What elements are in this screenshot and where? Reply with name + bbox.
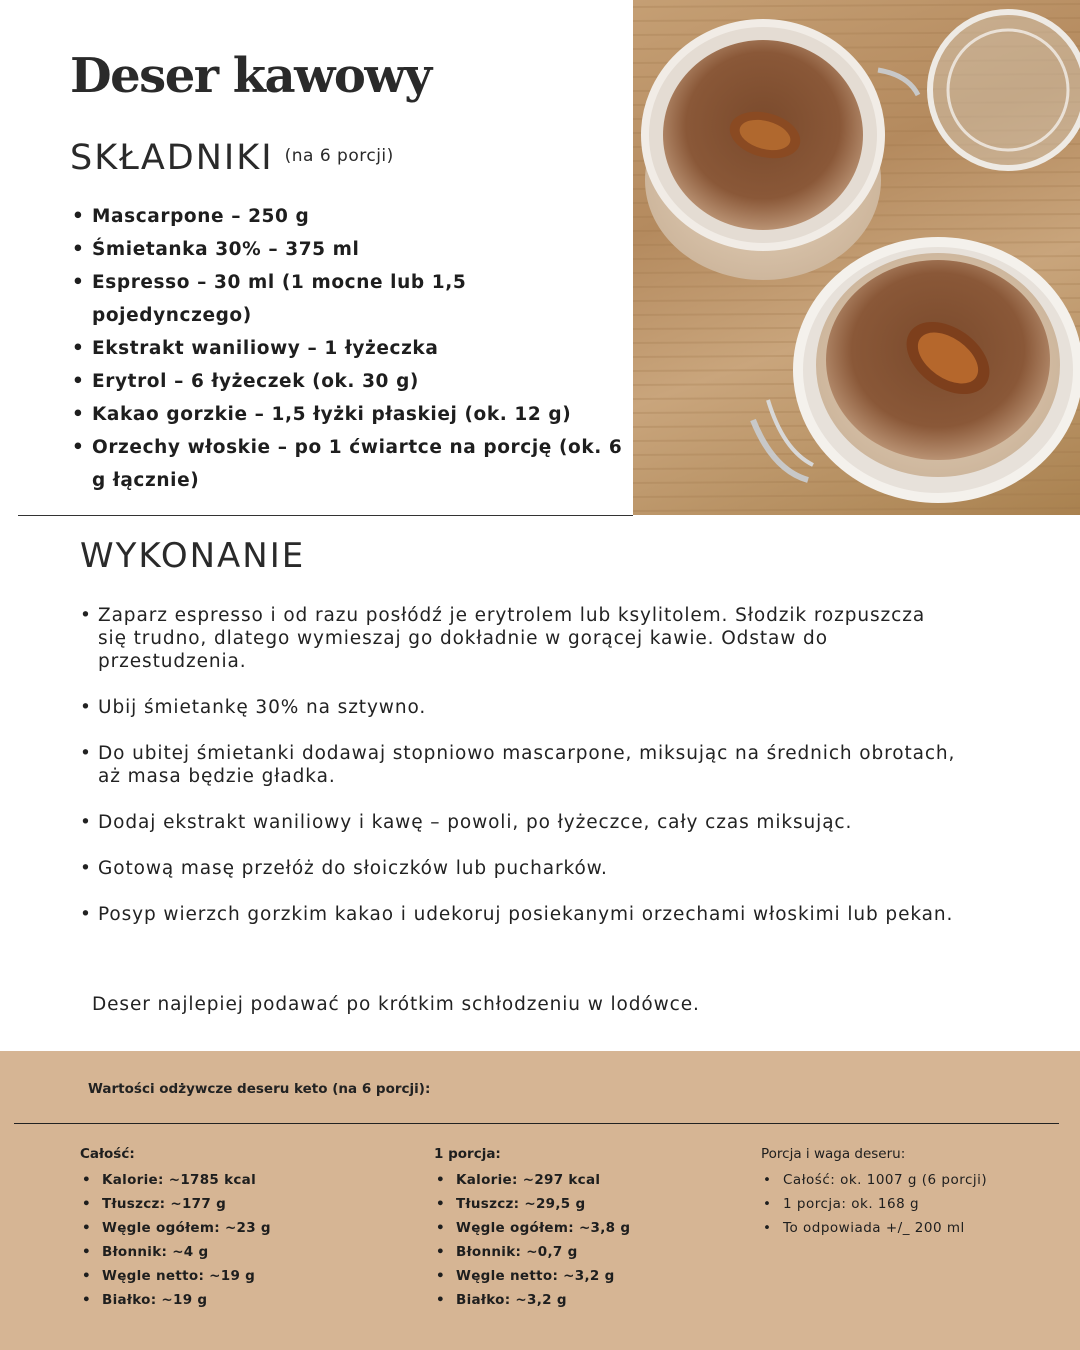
nutrition-total-heading: Całość: <box>80 1146 135 1162</box>
nutrition-item: • Tłuszcz: ~177 g <box>80 1192 271 1216</box>
serving-note: Deser najlepiej podawać po krótkim schłodzeniu w lodówce. <box>92 994 700 1015</box>
ingredients-heading-group <box>70 138 394 178</box>
nutrition-item: • 1 porcja: ok. 168 g <box>761 1192 987 1216</box>
dessert-jars-photo <box>633 0 1080 515</box>
nutrition-portion-heading: 1 porcja: <box>434 1146 501 1162</box>
nutrition-portion-list <box>434 1168 630 1312</box>
method-step: • Dodaj ekstrakt waniliowy i kawę – powoli, po łyżeczce, cały czas miksując. <box>78 811 958 834</box>
ingredient-item: • Ekstrakt waniliowy – 1 łyżeczka <box>70 332 630 365</box>
nutrition-item: • Węgle ogółem: ~23 g <box>80 1216 271 1240</box>
method-heading: WYKONANIE <box>80 536 306 576</box>
nutrition-item: • Błonnik: ~0,7 g <box>434 1240 630 1264</box>
nutrition-item: • Białko: ~19 g <box>80 1288 271 1312</box>
ingredient-item: • Erytrol – 6 łyżeczek (ok. 30 g) <box>70 365 630 398</box>
ingredients-heading: SKŁADNIKI <box>70 138 274 178</box>
nutrition-panel <box>0 1051 1080 1350</box>
nutrition-weight-list <box>761 1168 987 1240</box>
nutrition-item: • Węgle netto: ~19 g <box>80 1264 271 1288</box>
ingredient-item: • Orzechy włoskie – po 1 ćwiartce na porcję (ok. 6 g łącznie) <box>70 431 630 497</box>
method-step: • Gotową masę przełóż do słoiczków lub pucharków. <box>78 857 958 880</box>
ingredient-item: • Espresso – 30 ml (1 mocne lub 1,5 pojedynczego) <box>70 266 630 332</box>
ingredient-item: • Mascarpone – 250 g <box>70 200 630 233</box>
nutrition-item: • To odpowiada +/_ 200 ml <box>761 1216 987 1240</box>
nutrition-divider <box>14 1123 1059 1124</box>
method-step: • Do ubitej śmietanki dodawaj stopniowo mascarpone, miksując na średnich obrotach, aż masa będzie gładka. <box>78 742 958 788</box>
method-step: • Posyp wierzch gorzkim kakao i udekoruj posiekanymi orzechami włoskimi lub pekan. <box>78 903 958 926</box>
nutrition-item: • Węgle netto: ~3,2 g <box>434 1264 630 1288</box>
nutrition-weight-column <box>761 1146 987 1240</box>
nutrition-item: • Błonnik: ~4 g <box>80 1240 271 1264</box>
nutrition-item: • Węgle ogółem: ~3,8 g <box>434 1216 630 1240</box>
nutrition-item: • Białko: ~3,2 g <box>434 1288 630 1312</box>
ingredients-servings: (na 6 porcji) <box>284 146 394 166</box>
nutrition-total-column <box>80 1146 271 1312</box>
nutrition-item: • Kalorie: ~1785 kcal <box>80 1168 271 1192</box>
nutrition-item: • Kalorie: ~297 kcal <box>434 1168 630 1192</box>
method-step: • Zaparz espresso i od razu posłódź je erytrolem lub ksylitolem. Słodzik rozpuszcza się trudno, dlatego wymieszaj go dokładnie w gorącej kawie. Odstaw do przestudzenia. <box>78 604 958 673</box>
method-step: • Ubij śmietankę 30% na sztywno. <box>78 696 958 719</box>
recipe-title: Deser kawowy <box>70 48 431 104</box>
ingredients-list <box>70 200 630 497</box>
nutrition-weight-heading: Porcja i waga deseru: <box>761 1146 906 1162</box>
dessert-jars-illustration <box>633 0 1080 515</box>
nutrition-item: • Tłuszcz: ~29,5 g <box>434 1192 630 1216</box>
method-steps-list <box>78 604 958 949</box>
nutrition-portion-column <box>434 1146 630 1312</box>
nutrition-item: • Całość: ok. 1007 g (6 porcji) <box>761 1168 987 1192</box>
ingredient-item: • Kakao gorzkie – 1,5 łyżki płaskiej (ok. 12 g) <box>70 398 630 431</box>
section-divider <box>18 515 633 516</box>
nutrition-total-list <box>80 1168 271 1312</box>
nutrition-title: Wartości odżywcze deseru keto (na 6 porcji): <box>88 1081 431 1097</box>
ingredient-item: • Śmietanka 30% – 375 ml <box>70 233 630 266</box>
